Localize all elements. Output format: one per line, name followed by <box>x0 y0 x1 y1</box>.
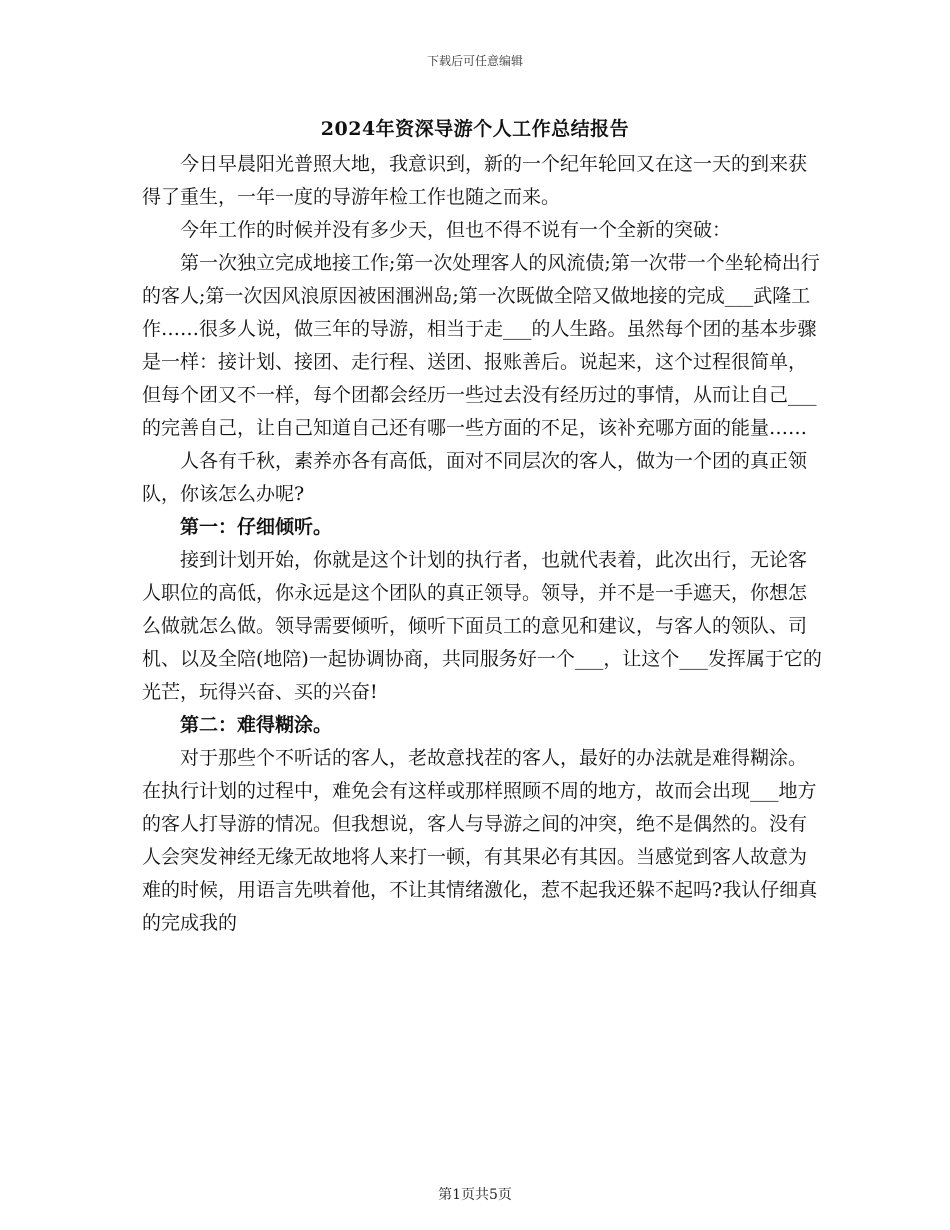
section-heading-listen: 第一：仔细倾听。 <box>180 516 333 538</box>
page-title: 2024年资深导游个人工作总结报告 <box>320 118 630 140</box>
section-heading-muddle: 第二：难得糊涂。 <box>180 714 333 736</box>
header-note: 下载后可任意编辑 <box>426 54 523 68</box>
paragraph-intro: 今日早晨阳光普照大地，我意识到，新的一个纪年轮回又在这一天的到来获得了重生，一年一度的导游年检工作也随之而来。 <box>142 153 808 208</box>
page-number: 第1页共5页 <box>438 1187 512 1203</box>
paragraph-breakthrough: 今年工作的时候并没有多少天，但也不得不说有一个全新的突破： <box>180 219 732 241</box>
paragraph-firsts: 第一次独立完成地接工作;第一次处理客人的风流债;第一次带一个坐轮椅出行的客人;第一次因风浪原因被困涠洲岛;第一次既做全陪又做地接的完成___武隆工作……很多人说，做三年的导游，相当于走___的人生路。虽然每个团的基本步骤是一样：接计划、接团、走行程、送团、报账善后。说起来，这个过程很简单，但每个团又不一样，每个团都会经历一些过去没有经历过的事情，从而让自己___的完善自己，让自己知道自己还有哪一些方面的不足，该补充哪方面的能量…… <box>142 252 820 439</box>
paragraph-muddle: 对于那些个不听话的客人，老故意找茬的客人，最好的办法就是难得糊涂。在执行计划的过程中，难免会有这样或那样照顾不周的地方，故而会出现___地方的客人打导游的情况。但我想说，客人与导游之间的冲突，绝不是偶然的。没有人会突发神经无缘无故地将人来打一顿，有其果必有其因。当感觉到客人故意为难的时候，用语言先哄着他，不让其情绪激化，惹不起我还躲不起吗?我认仔细真的完成我的 <box>142 747 818 934</box>
paragraph-question: 人各有千秋，素养亦各有高低，面对不同层次的客人，做为一个团的真正领队，你该怎么办呢? <box>142 450 808 505</box>
document-body <box>142 148 822 940</box>
paragraph-listen: 接到计划开始，你就是这个计划的执行者，也就代表着，此次出行，无论客人职位的高低，你永远是这个团队的真正领导。领导，并不是一手遮天，你想怎么做就怎么做。领导需要倾听，倾听下面员工的意见和建议，与客人的领队、司机、以及全陪(地陪)一起协调协商，共同服务好一个___，让这个___发挥属于它的光芒，玩得兴奋、买的兴奋! <box>142 549 822 703</box>
